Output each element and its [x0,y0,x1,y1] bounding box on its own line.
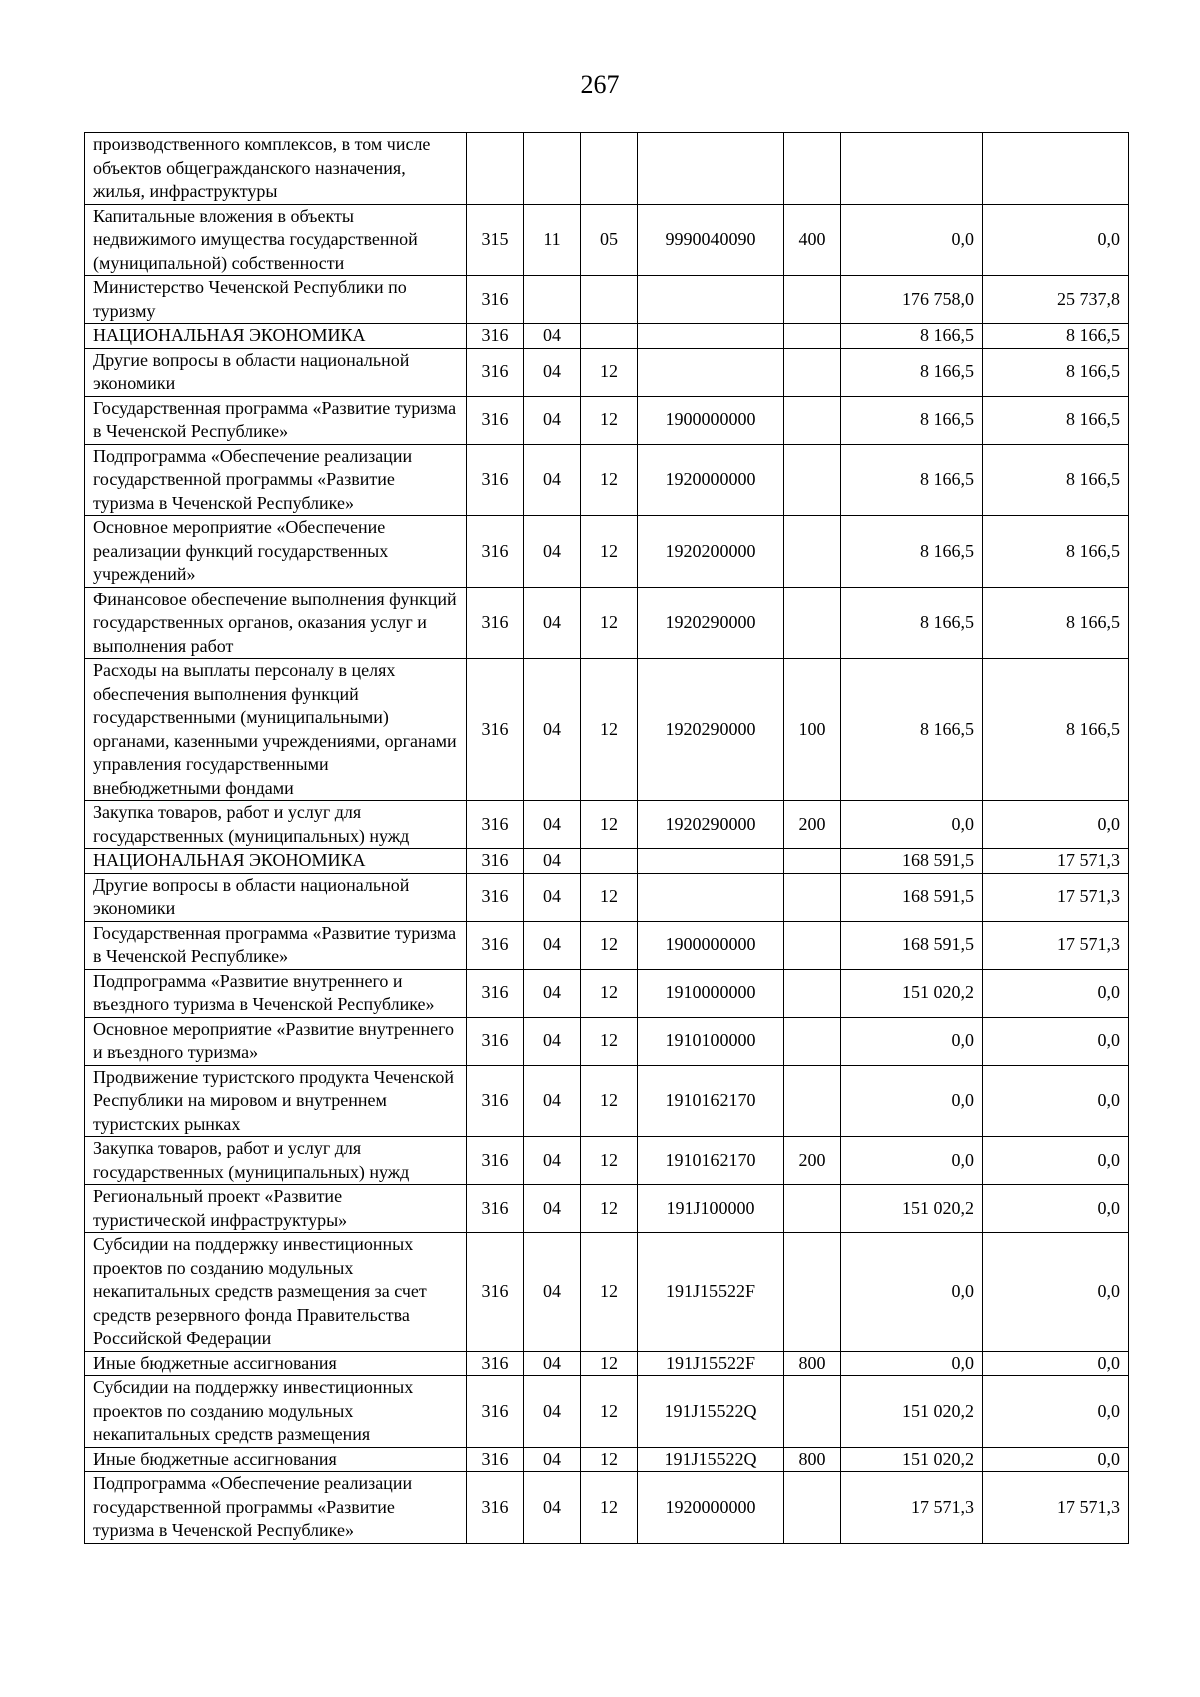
cell-sum-2: 17 571,3 [983,921,1129,969]
cell-ved: 316 [467,1137,524,1185]
cell-sum-2: 8 166,5 [983,324,1129,349]
cell-rz [524,276,581,324]
cell-vr [784,1065,841,1137]
cell-csr: 191J15522Q [638,1376,784,1448]
cell-name: Субсидии на поддержку инвестиционных проектов по созданию модульных некапитальных средств размещения за счет средств резервного фонда Правительства Российской Федерации [85,1233,467,1352]
cell-pr: 12 [581,516,638,588]
table-row [85,1447,1129,1472]
cell-sum-1: 176 758,0 [841,276,983,324]
cell-pr [581,276,638,324]
cell-vr [784,1185,841,1233]
cell-rz: 04 [524,396,581,444]
cell-sum-2: 17 571,3 [983,1472,1129,1544]
cell-rz: 04 [524,1185,581,1233]
cell-name: Иные бюджетные ассигнования [85,1447,467,1472]
cell-sum-1: 8 166,5 [841,396,983,444]
cell-pr: 12 [581,396,638,444]
cell-vr [784,1472,841,1544]
cell-ved: 316 [467,1017,524,1065]
cell-sum-2: 8 166,5 [983,516,1129,588]
cell-name: Основное мероприятие «Обеспечение реализации функций государственных учреждений» [85,516,467,588]
cell-vr [784,276,841,324]
cell-ved: 316 [467,444,524,516]
table-row [85,1185,1129,1233]
cell-rz: 04 [524,444,581,516]
cell-csr: 9990040090 [638,204,784,276]
cell-vr [784,348,841,396]
cell-ved: 316 [467,1351,524,1376]
cell-csr: 1910162170 [638,1065,784,1137]
cell-name: Министерство Чеченской Республики по туризму [85,276,467,324]
cell-sum-1: 151 020,2 [841,1376,983,1448]
cell-sum-1: 151 020,2 [841,969,983,1017]
cell-ved: 316 [467,969,524,1017]
cell-name: Региональный проект «Развитие туристической инфраструктуры» [85,1185,467,1233]
cell-sum-2: 0,0 [983,1017,1129,1065]
cell-sum-1: 151 020,2 [841,1447,983,1472]
cell-sum-2: 0,0 [983,204,1129,276]
cell-vr [784,587,841,659]
table-row [85,921,1129,969]
cell-pr: 12 [581,801,638,849]
cell-csr: 1900000000 [638,921,784,969]
cell-csr [638,324,784,349]
cell-sum-1: 8 166,5 [841,659,983,801]
cell-sum-1: 0,0 [841,1065,983,1137]
cell-vr [784,324,841,349]
cell-rz: 04 [524,587,581,659]
cell-sum-1: 168 591,5 [841,873,983,921]
table-row [85,348,1129,396]
cell-csr: 1920290000 [638,659,784,801]
table-row [85,659,1129,801]
table-row [85,1351,1129,1376]
cell-pr [581,324,638,349]
cell-name: Закупка товаров, работ и услуг для государственных (муниципальных) нужд [85,1137,467,1185]
cell-rz: 04 [524,1351,581,1376]
cell-name: Расходы на выплаты персоналу в целях обеспечения выполнения функций государственными (муниципальными) органами, казенными учреждениями, органами управления государственными внебюджетными фондами [85,659,467,801]
cell-csr [638,849,784,874]
cell-sum-1: 8 166,5 [841,348,983,396]
cell-sum-1: 8 166,5 [841,587,983,659]
table-row [85,396,1129,444]
cell-csr: 191J100000 [638,1185,784,1233]
cell-vr: 800 [784,1351,841,1376]
cell-ved: 315 [467,204,524,276]
cell-sum-2: 0,0 [983,1447,1129,1472]
cell-sum-2: 0,0 [983,1351,1129,1376]
cell-pr: 12 [581,659,638,801]
cell-pr [581,133,638,205]
cell-ved: 316 [467,396,524,444]
cell-csr: 191J15522Q [638,1447,784,1472]
cell-rz: 04 [524,873,581,921]
budget-table [84,132,1129,1544]
table-row [85,516,1129,588]
cell-ved: 316 [467,1376,524,1448]
cell-csr [638,276,784,324]
cell-csr [638,348,784,396]
cell-pr: 12 [581,1017,638,1065]
cell-ved: 316 [467,587,524,659]
table-row [85,1376,1129,1448]
cell-vr: 200 [784,801,841,849]
cell-pr: 12 [581,444,638,516]
cell-sum-2: 8 166,5 [983,444,1129,516]
cell-rz: 04 [524,1137,581,1185]
cell-name: Подпрограмма «Развитие внутреннего и въездного туризма в Чеченской Республике» [85,969,467,1017]
cell-vr: 200 [784,1137,841,1185]
cell-name: Другие вопросы в области национальной экономики [85,348,467,396]
cell-ved [467,133,524,205]
cell-pr: 12 [581,1376,638,1448]
cell-vr [784,849,841,874]
table-row [85,587,1129,659]
cell-name: Иные бюджетные ассигнования [85,1351,467,1376]
table-row [85,276,1129,324]
cell-csr: 1910162170 [638,1137,784,1185]
cell-vr [784,396,841,444]
page-number: 267 [580,70,620,99]
cell-rz: 04 [524,516,581,588]
cell-vr [784,133,841,205]
cell-pr: 12 [581,1351,638,1376]
cell-sum-2: 0,0 [983,1065,1129,1137]
cell-vr [784,921,841,969]
cell-sum-2: 0,0 [983,1185,1129,1233]
cell-sum-2: 8 166,5 [983,348,1129,396]
cell-rz: 04 [524,1065,581,1137]
cell-rz: 04 [524,1233,581,1352]
cell-rz: 04 [524,348,581,396]
cell-sum-1: 17 571,3 [841,1472,983,1544]
cell-sum-1: 0,0 [841,204,983,276]
table-row [85,444,1129,516]
table-row [85,1065,1129,1137]
cell-name: Государственная программа «Развитие туризма в Чеченской Республике» [85,921,467,969]
cell-name: Субсидии на поддержку инвестиционных проектов по созданию модульных некапитальных средств размещения [85,1376,467,1448]
cell-csr: 1920290000 [638,801,784,849]
cell-vr [784,873,841,921]
cell-pr: 12 [581,1472,638,1544]
cell-pr: 12 [581,1065,638,1137]
cell-name: НАЦИОНАЛЬНАЯ ЭКОНОМИКА [85,849,467,874]
table-row [85,324,1129,349]
cell-rz: 04 [524,801,581,849]
cell-ved: 316 [467,1065,524,1137]
cell-sum-1: 0,0 [841,801,983,849]
cell-ved: 316 [467,324,524,349]
cell-sum-2: 8 166,5 [983,587,1129,659]
cell-pr: 12 [581,873,638,921]
cell-rz [524,133,581,205]
cell-ved: 316 [467,921,524,969]
cell-vr [784,1376,841,1448]
table-row [85,1137,1129,1185]
cell-rz: 04 [524,1376,581,1448]
cell-name: Капитальные вложения в объекты недвижимого имущества государственной (муниципальной) собственности [85,204,467,276]
cell-rz: 04 [524,921,581,969]
table-row [85,133,1129,205]
cell-vr: 100 [784,659,841,801]
table-row [85,204,1129,276]
cell-ved: 316 [467,1233,524,1352]
cell-vr [784,1017,841,1065]
cell-pr: 12 [581,969,638,1017]
cell-rz: 04 [524,849,581,874]
cell-sum-1: 8 166,5 [841,324,983,349]
cell-name: Другие вопросы в области национальной экономики [85,873,467,921]
table-row [85,849,1129,874]
table-row [85,873,1129,921]
cell-pr [581,849,638,874]
cell-sum-2: 8 166,5 [983,396,1129,444]
cell-ved: 316 [467,659,524,801]
cell-ved: 316 [467,1185,524,1233]
cell-rz: 11 [524,204,581,276]
cell-pr: 12 [581,921,638,969]
cell-rz: 04 [524,324,581,349]
cell-name: Продвижение туристского продукта Чеченской Республики на мировом и внутреннем туристских рынках [85,1065,467,1137]
cell-sum-1: 0,0 [841,1017,983,1065]
cell-pr: 05 [581,204,638,276]
table-row [85,1017,1129,1065]
cell-sum-1: 0,0 [841,1233,983,1352]
cell-rz: 04 [524,1472,581,1544]
cell-pr: 12 [581,587,638,659]
cell-vr: 400 [784,204,841,276]
cell-vr [784,1233,841,1352]
cell-sum-1: 0,0 [841,1351,983,1376]
cell-ved: 316 [467,849,524,874]
cell-rz: 04 [524,659,581,801]
cell-sum-1: 168 591,5 [841,849,983,874]
cell-name: Государственная программа «Развитие туризма в Чеченской Республике» [85,396,467,444]
cell-vr [784,444,841,516]
cell-pr: 12 [581,1233,638,1352]
table-row [85,969,1129,1017]
cell-name: НАЦИОНАЛЬНАЯ ЭКОНОМИКА [85,324,467,349]
cell-vr [784,516,841,588]
cell-pr: 12 [581,1447,638,1472]
cell-csr: 191J15522F [638,1233,784,1352]
cell-sum-1: 151 020,2 [841,1185,983,1233]
cell-csr: 1910100000 [638,1017,784,1065]
cell-csr: 1920290000 [638,587,784,659]
cell-rz: 04 [524,969,581,1017]
cell-sum-2 [983,133,1129,205]
cell-name: Финансовое обеспечение выполнения функций государственных органов, оказания услуг и выполнения работ [85,587,467,659]
cell-ved: 316 [467,1472,524,1544]
cell-rz: 04 [524,1017,581,1065]
cell-sum-2: 25 737,8 [983,276,1129,324]
table-row [85,801,1129,849]
cell-sum-1: 0,0 [841,1137,983,1185]
cell-name: Основное мероприятие «Развитие внутреннего и въездного туризма» [85,1017,467,1065]
cell-sum-2: 17 571,3 [983,849,1129,874]
cell-name: Подпрограмма «Обеспечение реализации государственной программы «Развитие туризма в Чеченской Республике» [85,444,467,516]
cell-sum-2: 0,0 [983,969,1129,1017]
cell-sum-2: 0,0 [983,1233,1129,1352]
cell-name: Подпрограмма «Обеспечение реализации государственной программы «Развитие туризма в Чеченской Республике» [85,1472,467,1544]
cell-sum-2: 8 166,5 [983,659,1129,801]
cell-ved: 316 [467,801,524,849]
cell-ved: 316 [467,873,524,921]
cell-name: производственного комплексов, в том числе объектов общегражданского назначения, жилья, инфраструктуры [85,133,467,205]
cell-ved: 316 [467,276,524,324]
cell-sum-1: 8 166,5 [841,444,983,516]
cell-sum-1: 168 591,5 [841,921,983,969]
cell-csr: 1920200000 [638,516,784,588]
table-row [85,1472,1129,1544]
cell-vr [784,969,841,1017]
cell-pr: 12 [581,1185,638,1233]
cell-csr: 191J15522F [638,1351,784,1376]
cell-csr: 1920000000 [638,1472,784,1544]
cell-csr [638,873,784,921]
cell-sum-2: 0,0 [983,1376,1129,1448]
cell-rz: 04 [524,1447,581,1472]
cell-sum-2: 0,0 [983,801,1129,849]
cell-ved: 316 [467,348,524,396]
cell-sum-2: 17 571,3 [983,873,1129,921]
table-row [85,1233,1129,1352]
cell-sum-1 [841,133,983,205]
cell-csr [638,133,784,205]
cell-csr: 1900000000 [638,396,784,444]
cell-ved: 316 [467,1447,524,1472]
cell-csr: 1910000000 [638,969,784,1017]
cell-pr: 12 [581,1137,638,1185]
cell-sum-1: 8 166,5 [841,516,983,588]
cell-vr: 800 [784,1447,841,1472]
cell-name: Закупка товаров, работ и услуг для государственных (муниципальных) нужд [85,801,467,849]
cell-pr: 12 [581,348,638,396]
cell-sum-2: 0,0 [983,1137,1129,1185]
cell-ved: 316 [467,516,524,588]
cell-csr: 1920000000 [638,444,784,516]
table-body [85,133,1129,1544]
